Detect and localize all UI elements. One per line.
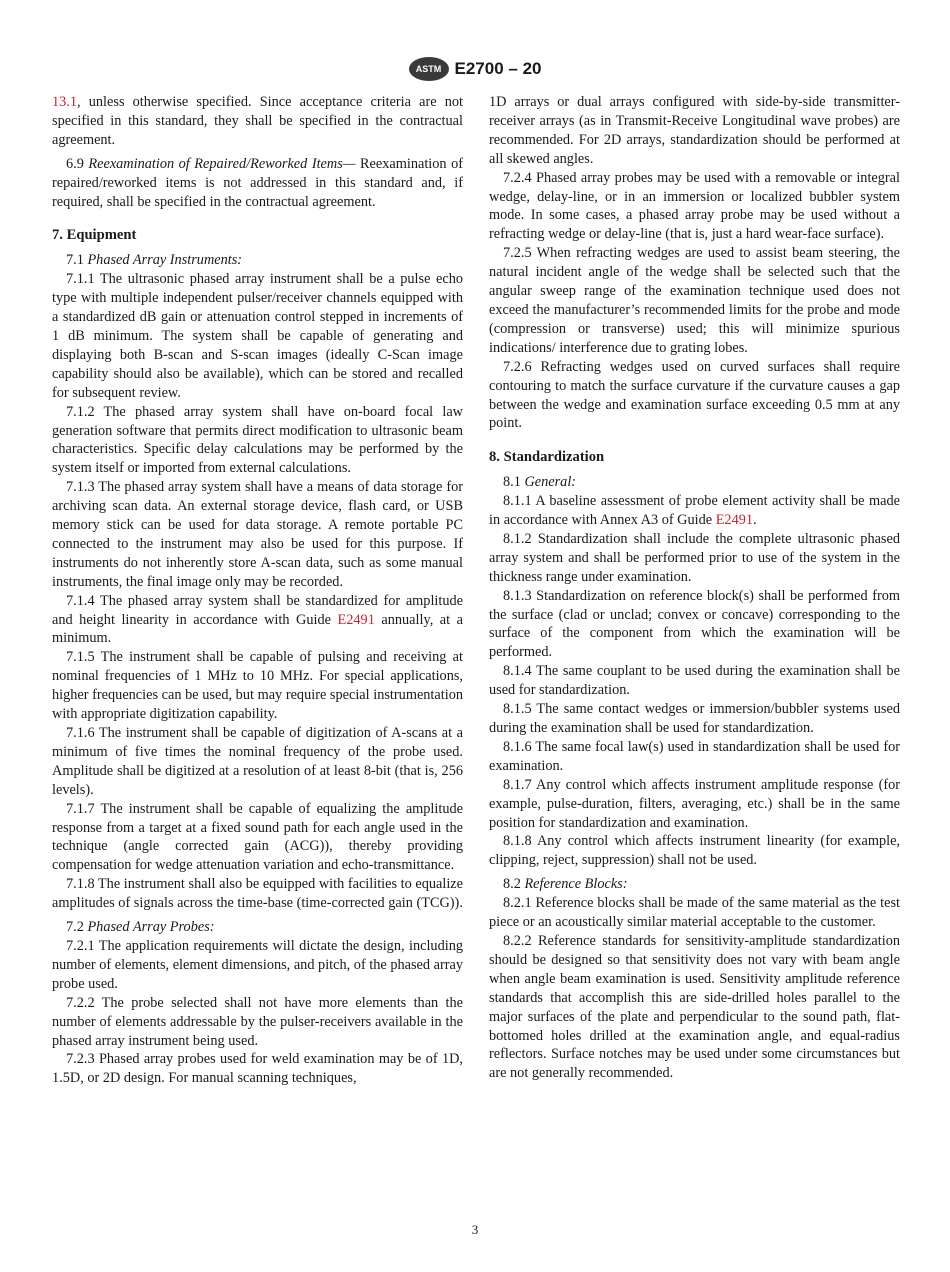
paragraph-7-1: 7.1 Phased Array Instruments: <box>66 252 243 269</box>
paragraph-7-1-2: 7.1.2 The phased array system shall have on-board focal law generation software that permits direct modification to ultrasonic beam characteristics. Specific delay calculations may be performed by the system itself or imported from external calculations. <box>52 403 463 477</box>
guide-e2491-link[interactable]: E2491 <box>337 611 375 628</box>
paragraph-7-2-6: 7.2.6 Refracting wedges used on curved surfaces shall require contouring to match the surface curvature if the curvature causes a gap between the wedge and examination surface exceeding 0.5 mm at any point. <box>489 358 900 432</box>
paragraph-7-2-2: 7.2.2 The probe selected shall not have more elements than the number of elements addressable by the pulser-receivers available in the phased array instrument being used. <box>52 994 463 1049</box>
paragraph-8-1-2: 8.1.2 Standardization shall include the complete ultrasonic phased array system and shall be performed prior to use of the system in the thickness range under examination. <box>489 530 900 585</box>
paragraph-continuation: 13.1, unless otherwise specified. Since acceptance criteria are not specified in this standard, they shall be specified in the contractual agreement. <box>52 94 463 148</box>
paragraph-7-1-6: 7.1.6 The instrument shall be capable of digitization of A-scans at a minimum of five times the nominal frequency of the probe used. Amplitude shall be digitized at a resolution of at least 8-bit (that is, 256 levels). <box>52 725 463 798</box>
paragraph-8-2-2: 8.2.2 Reference standards for sensitivity-amplitude standardization should be designed so that sensitivity does not vary with beam angle when angle beam examination is used. Sensitivity amplitude reference standards that accomplish this are side-drilled holes parallel to the major surfaces of the plate and perpendicular to the sound path, flat-bottomed holes drilled at the examination angle, and equal-radius reflectors. Surface notches may be used under some circumstances but are not generally recommended. <box>489 932 900 1082</box>
section-heading-equipment: 7. Equipment <box>52 227 137 244</box>
paragraph-8-1-3: 8.1.3 Standardization on reference block(s) shall be performed from the surface (clad or unclad; convex or concave) corresponding to the surface of the component from which the examination will be performed. <box>489 587 900 661</box>
paragraph-7-1-7: 7.1.7 The instrument shall be capable of equalizing the amplitude response from a target at a fixed sound path for each angle used in the technique (angle corrected gain (ACG)), thereby providing compensation for wedge attenuation variation and echo-transmittance. <box>52 800 463 874</box>
right-column <box>489 93 900 1083</box>
paragraph-7-1-1: 7.1.1 The ultrasonic phased array instrument shall be a pulse echo type with multiple independent pulser/receiver channels equipped with a standardized dB gain or attenuation control stepped in increments of 1 dB minimum. The system shall be capable of generating and displaying both B-scan and S-scan images (ideally C-Scan image capability should also be available), which can be stored and recalled for subsequent review. <box>52 271 463 401</box>
paragraph-8-1-5: 8.1.5 The same contact wedges or immersion/bubbler systems used during the examination shall be used for standardization. <box>489 701 900 736</box>
paragraph-7-2-4: 7.2.4 Phased array probes may be used with a removable or integral wedge, delay-line, or in an immersion or localized bubbler system mode. In some cases, a phased array probe may be used without a refracting wedge or delay-line (that is, just a hard wear-face surface). <box>489 169 900 243</box>
guide-e2491-link[interactable]: E2491 <box>715 512 754 529</box>
paragraph-7-1-8: 7.1.8 The instrument shall also be equipped with facilities to equalize amplitudes of signals across the time-base (time-corrected gain (TCG)). <box>52 876 463 912</box>
astm-logo-icon: ASTM <box>409 57 449 81</box>
standard-designation: E2700 – 20 <box>454 59 542 78</box>
section-heading-standardization: 8. Standardization <box>489 449 605 466</box>
paragraph-8-2-1: 8.2.1 Reference blocks shall be made of the same material as the test piece or an acoustically similar material acceptable to the customer. <box>489 895 900 931</box>
paragraph-7-2-1: 7.2.1 The application requirements will dictate the design, including number of elements, element dimensions, and pitch, of the phased array probe used. <box>52 937 463 992</box>
page-header <box>0 56 950 82</box>
paragraph-8-1-6: 8.1.6 The same focal law(s) used in standardization shall be used for examination. <box>489 738 900 774</box>
paragraph-7-1-4: 7.1.4 The phased array system shall be standardized for amplitude and height linearity in accordance with Guide E2491 annually, at a minimum. <box>52 592 464 647</box>
paragraph-7-2-3: 7.2.3 Phased array probes used for weld examination may be of 1D, 1.5D, or 2D design. For manual scanning techniques, <box>52 1051 463 1087</box>
page-number: 3 <box>471 1222 479 1237</box>
paragraph-8-1-4: 8.1.4 The same couplant to be used during the examination shall be used for standardization. <box>489 663 900 699</box>
paragraph-8-1-1: 8.1.1 A baseline assessment of probe element activity shall be made in accordance with Annex A3 of Guide E2491. <box>489 493 900 529</box>
paragraph-7-2: 7.2 Phased Array Probes: <box>66 919 215 936</box>
paragraph-7-1-5: 7.1.5 The instrument shall be capable of pulsing and receiving at nominal frequencies of 1 MHz to 10 MHz. For special applications, higher frequencies can be used, but may require special instrumentation with appropriate digitization capability. <box>52 649 463 723</box>
paragraph-8-1-8: 8.1.8 Any control which affects instrument linearity (for example, clipping, reject, suppression) shall not be used. <box>489 833 900 869</box>
paragraph-6-9: 6.9 Reexamination of Repaired/Reworked Items— Reexamination of repaired/reworked items is not addressed in this standard and, if required, shall be specified in the contractual agreement. <box>52 155 463 210</box>
paragraph-7-2-3-continued: 1D arrays or dual arrays configured with side-by-side transmitter-receiver arrays (as in Transmit-Receive Longitudinal wave probes) are recommended. For 2D arrays, standardization should be performed at all skewed angles. <box>489 94 900 167</box>
paragraph-8-1-7: 8.1.7 Any control which affects instrument amplitude response (for example, pulse-duration, filters, averaging, etc.) shall be in the same position for standardization and examination. <box>489 776 900 831</box>
paragraph-8-1: 8.1 General: <box>503 474 577 491</box>
paragraph-8-2: 8.2 Reference Blocks: <box>503 876 628 893</box>
left-column <box>52 93 463 1088</box>
paragraph-7-1-3: 7.1.3 The phased array system shall have a means of data storage for archiving scan data. An external storage device, flash card, or USB memory stick can be used for data storage. A remote portable PC connected to the instrument may also be used for this purpose. If instruments do not inherently store A-scan data, such as some manual instruments, the final image only may be recorded. <box>52 479 463 590</box>
section-link[interactable]: 13.1 <box>52 94 78 110</box>
paragraph-7-2-5: 7.2.5 When refracting wedges are used to assist beam steering, the natural incident angle of the wedge shall be selected such that the angular sweep range of the examination technique used does not exceed the manufacturer’s recommended limits for the probe and mode (compression or transverse) used; this will minimize spurious indications/ interference due to grating lobes. <box>489 245 900 356</box>
